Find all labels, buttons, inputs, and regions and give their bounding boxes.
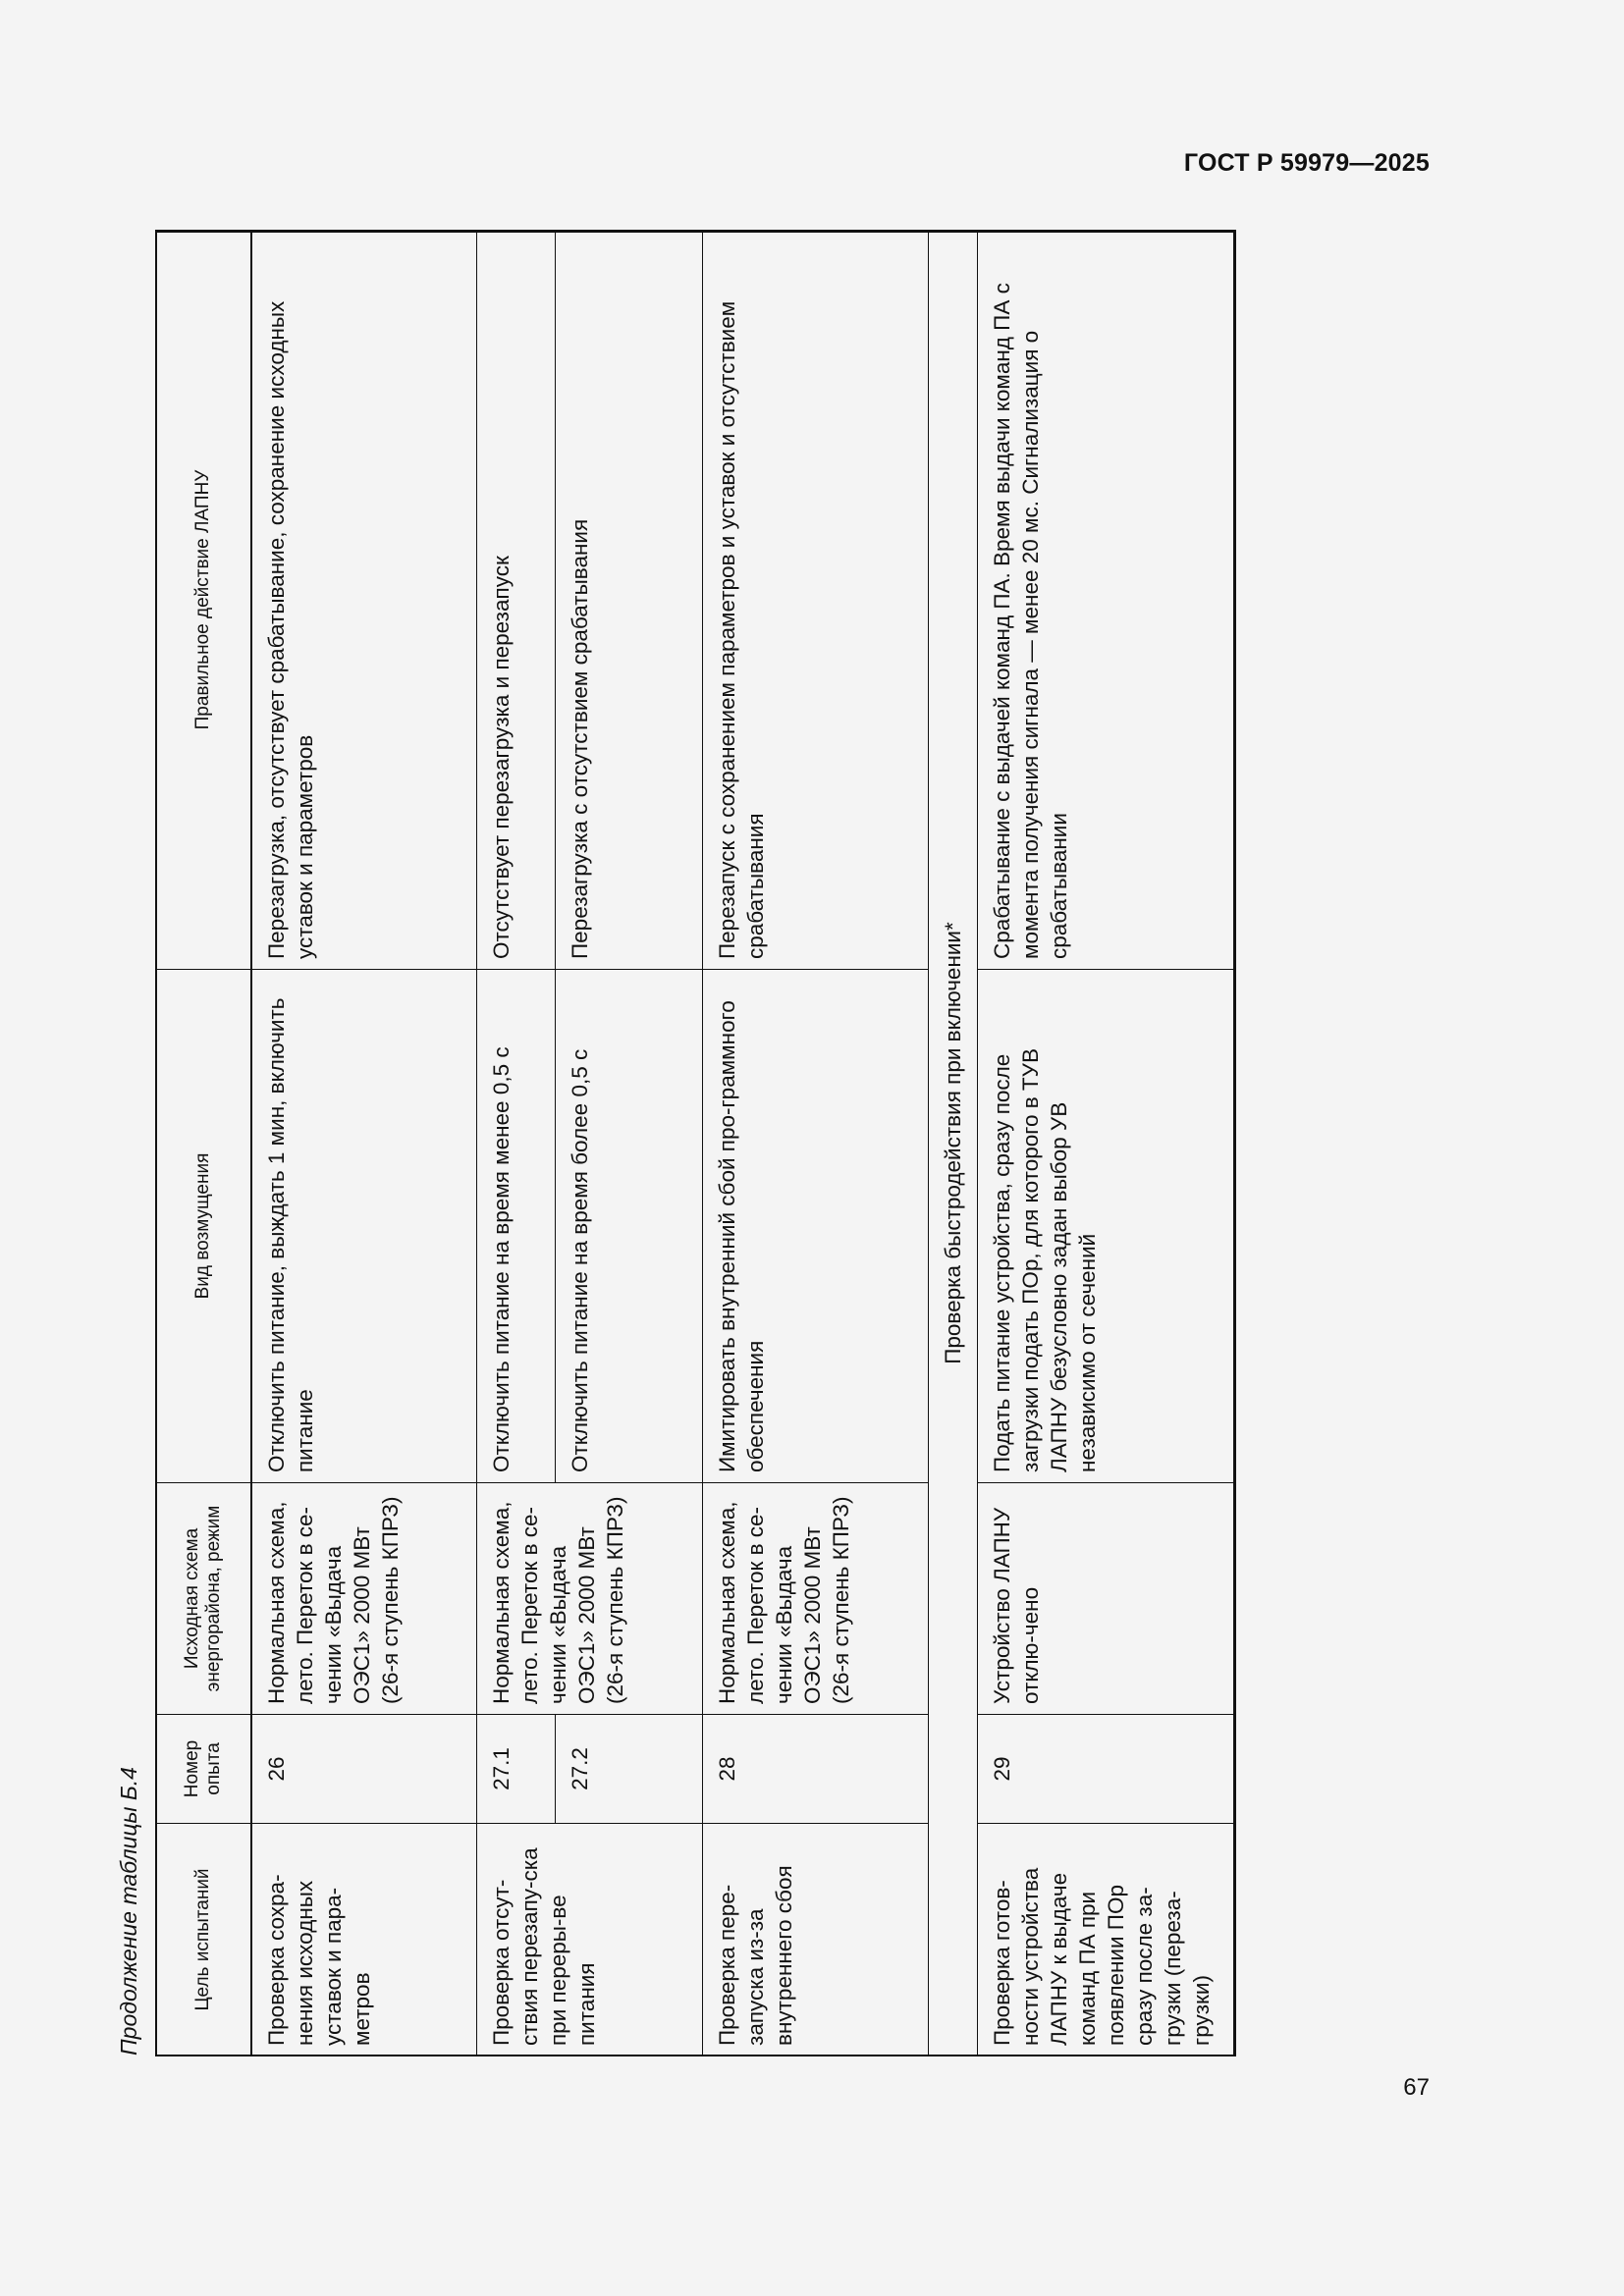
cell-goal: Проверка пере-запуска из-за внутреннего сбоя	[703, 1824, 929, 2056]
page-number: 67	[1403, 2074, 1430, 2101]
header-number: Номер опыта	[156, 1715, 251, 1824]
cell-action: Отсутствует перезагрузка и перезапуск	[477, 231, 556, 970]
cell-disturbance: Подать питание устройства, сразу после загрузки подать ПОр, для которого в ТУВ ЛАПНУ безусловно задан выбор УВ независимо от сечений	[978, 970, 1236, 1483]
cell-scheme: Нормальная схема, лето. Переток в се-чении «Выдача ОЭС1» 2000 МВт (26-я ступень КПРЗ)	[477, 1483, 703, 1715]
cell-action: Перезапуск с сохранением параметров и уставок и отсутствием срабатывания	[703, 231, 929, 970]
cell-action: Перезагрузка, отсутствует срабатывание, сохранение исходных уставок и параметров	[251, 231, 477, 970]
cell-number: 26	[251, 1715, 477, 1824]
cell-number: 29	[978, 1715, 1236, 1824]
table-row	[978, 231, 1236, 2056]
cell-disturbance: Отключить питание, выждать 1 мин, включить питание	[251, 970, 477, 1483]
header-scheme: Исходная схема энергорайона, режим	[156, 1483, 251, 1715]
standard-designation: ГОСТ Р 59979—2025	[1183, 149, 1430, 177]
table-row	[251, 231, 477, 2056]
cell-number: 27.1	[477, 1715, 556, 1824]
cell-number: 28	[703, 1715, 929, 1824]
header-disturbance: Вид возмущения	[156, 970, 251, 1483]
table-header-row	[156, 231, 251, 2056]
cell-scheme: Нормальная схема, лето. Переток в се-чении «Выдача ОЭС1» 2000 МВт (26-я ступень КПРЗ)	[703, 1483, 929, 1715]
rotated-table-wrapper	[155, 231, 1235, 2056]
test-table	[155, 230, 1236, 2056]
cell-goal: Проверка отсут-ствия перезапу-ска при переры-ве питания	[477, 1824, 703, 2056]
section-heading: Проверка быстродействия при включении*	[929, 231, 978, 2056]
table-section-row	[929, 231, 978, 2056]
cell-disturbance: Отключить питание на время менее 0,5 с	[477, 970, 556, 1483]
table-row	[556, 231, 703, 2056]
cell-goal: Проверка сохра-нения исходных уставок и пара-метров	[251, 1824, 477, 2056]
cell-disturbance: Имитировать внутренний сбой про-граммного обеспечения	[703, 970, 929, 1483]
table-row	[477, 231, 556, 2056]
cell-disturbance: Отключить питание на время более 0,5 с	[556, 970, 703, 1483]
cell-action: Срабатывание с выдачей команд ПА. Время выдачи команд ПА с момента получения сигнала — менее 20 мс. Сигнализация о срабатывании	[978, 231, 1236, 970]
header-action: Правильное действие ЛАПНУ	[156, 231, 251, 970]
cell-scheme: Нормальная схема, лето. Переток в се-чении «Выдача ОЭС1» 2000 МВт (26-я ступень КПРЗ)	[251, 1483, 477, 1715]
table-row	[703, 231, 929, 2056]
cell-action: Перезагрузка с отсутствием срабатывания	[556, 231, 703, 970]
cell-number: 27.2	[556, 1715, 703, 1824]
table-caption: Продолжение таблицы Б.4	[116, 1767, 141, 2056]
table-frame	[155, 231, 1235, 2056]
cell-goal: Проверка готов-ности устройства ЛАПНУ к выдаче команд ПА при появлении ПОр сразу после за-грузки (переза-грузки)	[978, 1824, 1236, 2056]
header-goal: Цель испытаний	[156, 1824, 251, 2056]
cell-scheme: Устройство ЛАПНУ отклю-чено	[978, 1483, 1236, 1715]
